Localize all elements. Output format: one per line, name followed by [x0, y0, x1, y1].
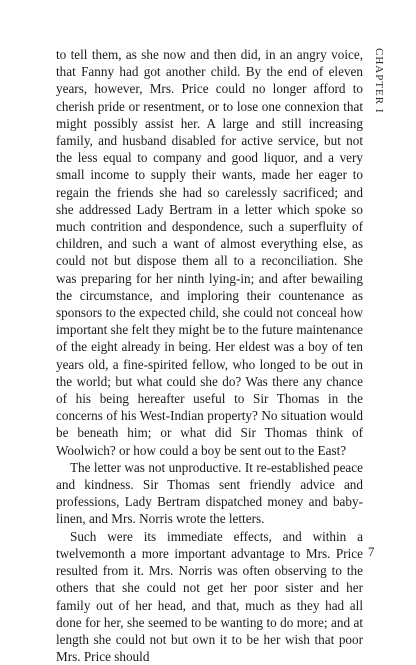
paragraph-3: Such were its immediate effects, and within a twelvemonth a more important advantage to Mrs. Price resulted from it. Mrs. Norris was often observing to the others that she could not get her poor sister and her family out of her head, and that, much as they had all done for her, she seemed to be wanting to do more; and at length she could not but own it to be her wish that poor Mrs. Price should	[56, 528, 363, 665]
page-number: 7	[368, 544, 375, 559]
body-text	[56, 46, 363, 665]
paragraph-1: to tell them, as she now and then did, in an angry voice, that Fanny had got another child. By the end of eleven years, however, Mrs. Price could no longer afford to cherish pride or resentment, or to lose one connexion that might possibly assist her. A large and still increasing family, and husband disabled for active service, but not the less equal to company and good liquor, and a very small income to supply their wants, made her eager to regain the friends she had so carelessly sacrificed; and she addressed Lady Bertram in a letter which spoke so much contrition and despondence, such a superfluity of children, and such a want of almost everything else, as could not but dispose them all to a reconciliation. She was preparing for her ninth lying-in; and after bewailing the circumstance, and imploring their countenance as sponsors to the expected child, she could not conceal how important she felt they might be to the future maintenance of the eight already in being. Her eldest was a boy of ten years old, a fine-spirited fellow, who longed to be out in the world; but what could she do? Was there any chance of his being hereafter useful to Sir Thomas in the concerns of his West-Indian property? No situation would be beneath him; or what did Sir Thomas think of Woolwich? or how could a boy be sent out to the East?	[56, 47, 363, 458]
paragraph-2: The letter was not unproductive. It re-established peace and kindness. Sir Thomas sent friendly advice and professions, Lady Bertram dispatched money and baby-linen, and Mrs. Norris wrote the letters.	[56, 459, 363, 527]
running-head: CHAPTER I	[373, 48, 385, 114]
